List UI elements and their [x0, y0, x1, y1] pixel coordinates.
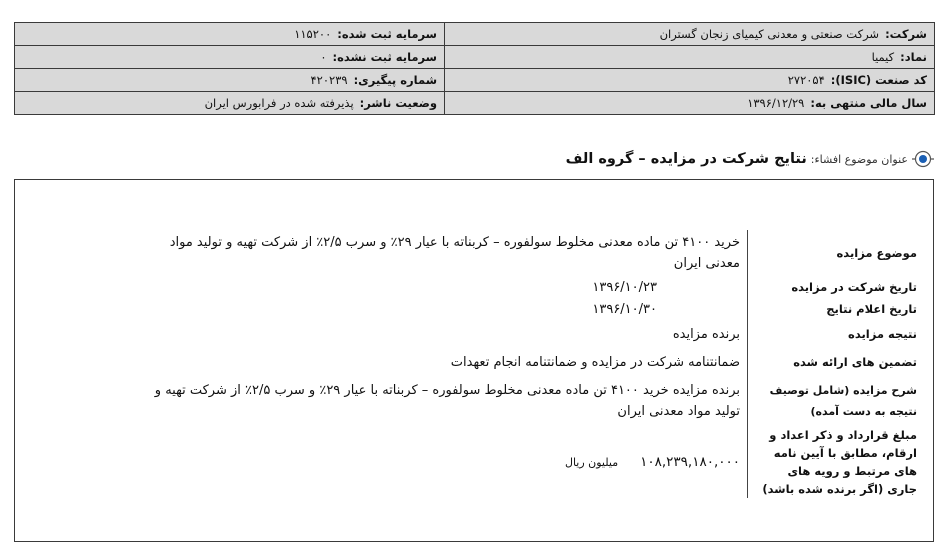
- detail-row-subject: [37, 230, 917, 276]
- unregistered-capital-cell: [15, 46, 445, 69]
- detail-row-description: [37, 376, 917, 426]
- detail-row-guarantees: [37, 348, 917, 376]
- fiscal-year-value: ۱۳۹۶/۱۲/۲۹: [747, 96, 805, 110]
- fiscal-year-label: سال مالی منتهی به:: [810, 96, 927, 110]
- details-list: [37, 230, 917, 498]
- publisher-status-value: پذیرفته شده در فرابورس ایران: [204, 96, 354, 110]
- symbol-value: کیمیا: [871, 50, 895, 64]
- detail-label: نتیجه مزایده: [747, 320, 917, 348]
- tracking-number-cell: [15, 69, 445, 92]
- guarantees-value: ضمانتنامه شرکت در مزایده و ضمانتنامه انجام تعهدات: [450, 354, 740, 370]
- isic-row: [15, 69, 935, 92]
- amount-number: ۱۰۸,۲۳۹,۱۸۰,۰۰۰: [640, 454, 740, 470]
- symbol-label: نماد:: [900, 50, 927, 64]
- tracking-number-value: ۴۲۰۲۳۹: [310, 73, 348, 87]
- amount-label: [747, 426, 917, 498]
- subject-line-1: خرید ۴۱۰۰ تن ماده معدنی مخلوط سولفوره – کربناته با عیار ۲۹٪ و سرب ۲/۵٪ از شرکت تهیه و تولید مواد: [169, 235, 740, 250]
- fiscal-year-cell: [445, 92, 935, 115]
- fiscal-year-row: [15, 92, 935, 115]
- company-row: [15, 23, 935, 46]
- company-label: شرکت:: [885, 27, 927, 41]
- publisher-status-cell: [15, 92, 445, 115]
- company-info-table: [14, 22, 935, 115]
- subject-prefix: عنوان موضوع افشاء:: [810, 152, 908, 166]
- symbol-cell: [445, 46, 935, 69]
- detail-row-announcement-date: [37, 298, 917, 320]
- amount-label-line-1: مبلغ قرارداد و ذکر اعداد و ارقام، مطابق با آیین نامه: [769, 428, 917, 460]
- detail-value: [170, 232, 747, 274]
- detail-label: تاریخ اعلام نتایج: [747, 298, 917, 320]
- description-line-1: برنده مزایده خرید ۴۱۰۰ تن ماده معدنی مخلوط سولفوره – کربناته با عیار ۲۹٪ و سرب ۲/۵٪ از شرکت تهیه و: [154, 383, 740, 398]
- detail-row-result: [37, 320, 917, 348]
- company-cell: [445, 23, 935, 46]
- announcement-date-value: ۱۳۹۶/۱۰/۳۰: [592, 301, 657, 317]
- symbol-row: [15, 46, 935, 69]
- amount-unit: میلیون ریال: [564, 455, 619, 469]
- subject-title: نتایج شرکت در مزایده – گروه الف: [565, 151, 807, 167]
- amount-value: [565, 454, 747, 470]
- detail-label: تضمین های ارائه شده: [747, 348, 917, 376]
- registered-capital-value: ۱۱۵۲۰۰: [294, 27, 332, 41]
- company-name: شرکت صنعتی و معدنی کیمیای زنجان گستران: [659, 27, 880, 41]
- auction-details-box: [14, 179, 934, 542]
- detail-label: موضوع مزایده: [747, 230, 917, 276]
- isic-cell: [445, 69, 935, 92]
- isic-value: ۲۷۲۰۵۴: [787, 73, 825, 87]
- detail-row-amount: [37, 426, 917, 498]
- amount-label-line-2: های مرتبط و رویه های جاری (اگر برنده شده باشد): [762, 464, 917, 496]
- radio-bullet-icon: [912, 148, 934, 170]
- detail-label: شرح مزایده (شامل توصیف نتیجه به دست آمده): [747, 376, 917, 426]
- participation-date-value: ۱۳۹۶/۱۰/۲۳: [592, 279, 657, 295]
- description-value: [155, 380, 747, 422]
- detail-label: تاریخ شرکت در مزایده: [747, 276, 917, 298]
- unregistered-capital-value: ۰: [320, 50, 327, 64]
- description-line-2: تولید مواد معدنی ایران: [617, 404, 740, 419]
- disclosure-subject: [566, 148, 934, 170]
- registered-capital-cell: [15, 23, 445, 46]
- registered-capital-label: سرمایه ثبت شده:: [337, 27, 437, 41]
- publisher-status-label: وضعیت ناشر:: [359, 96, 437, 110]
- unregistered-capital-label: سرمایه ثبت نشده:: [332, 50, 437, 64]
- detail-row-participation-date: [37, 276, 917, 298]
- tracking-number-label: شماره پیگیری:: [353, 73, 437, 87]
- result-value: برنده مزایده: [672, 326, 740, 342]
- isic-label: کد صنعت (ISIC):: [830, 73, 927, 87]
- subject-line-2: معدنی ایران: [673, 256, 740, 271]
